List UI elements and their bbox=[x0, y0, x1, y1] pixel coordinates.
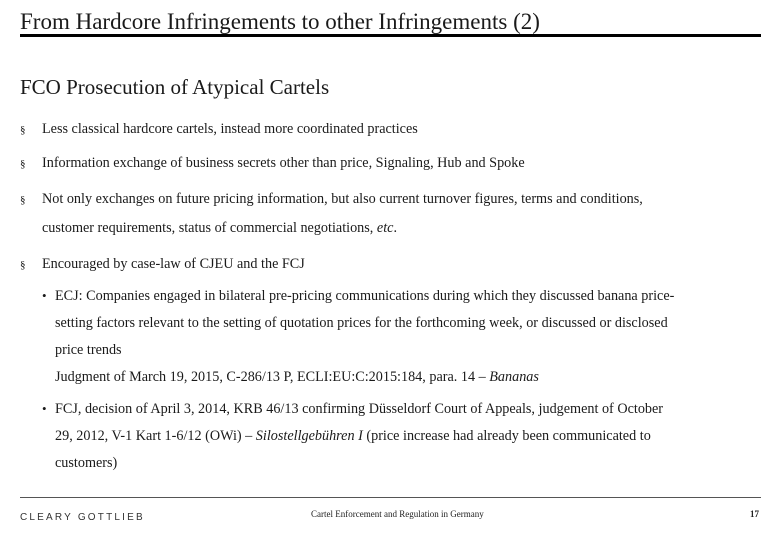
case-citation: Judgment of March 19, 2015, C‑286/13 P, ECLI:EU:C:2015:184, para. 14 – Bananas bbox=[55, 369, 539, 385]
sub-bullet-text: FCJ, decision of April 3, 2014, KRB 46/13 confirming Düsseldorf Court of Appeals, judgement of October bbox=[55, 401, 664, 417]
sub-bullet-text-continued: setting factors relevant to the setting of quotation prices for the forthcoming week, or discussed or disclosed bbox=[55, 315, 668, 331]
bullet-text: Encouraged by case-law of CJEU and the FCJ bbox=[42, 256, 305, 272]
page-number: 17 bbox=[750, 509, 759, 519]
sub-bullet-text: ECJ: Companies engaged in bilateral pre-pricing communications during which they discussed banana price- bbox=[55, 288, 675, 304]
sub-bullet-text-continued: customers) bbox=[55, 455, 118, 471]
sub-bullet-marker: • bbox=[42, 288, 47, 303]
slide-title: From Hardcore Infringements to other Infringements (2) bbox=[20, 9, 540, 34]
sub-bullet-text-continued: 29, 2012, V-1 Kart 1-6/12 (OWi) – Silostellgebühren I (price increase had already been communicated to bbox=[55, 428, 651, 444]
sub-bullet-marker: • bbox=[42, 401, 47, 416]
slide-subtitle: FCO Prosecution of Atypical Cartels bbox=[20, 75, 330, 99]
bullet-marker: § bbox=[20, 194, 26, 206]
bullet-text: Information exchange of business secrets other than price, Signaling, Hub and Spoke bbox=[42, 155, 525, 171]
cleary-gottlieb-logo: CLEARY GOTTLIEB bbox=[20, 512, 145, 523]
sub-bullet-text-continued: price trends bbox=[55, 342, 122, 358]
bullet-text: Not only exchanges on future pricing information, but also current turnover figures, terms and conditions, bbox=[42, 191, 643, 207]
bullet-marker: § bbox=[20, 158, 26, 170]
bullet-marker: § bbox=[20, 124, 26, 136]
bullet-text: Less classical hardcore cartels, instead more coordinated practices bbox=[42, 121, 418, 137]
footer-title: Cartel Enforcement and Regulation in Germany bbox=[311, 509, 484, 519]
title-underline bbox=[20, 34, 761, 37]
bullet-text-continued: customer requirements, status of commercial negotiations, etc. bbox=[42, 220, 397, 236]
bullet-marker: § bbox=[20, 259, 26, 271]
footer-divider bbox=[20, 497, 761, 498]
